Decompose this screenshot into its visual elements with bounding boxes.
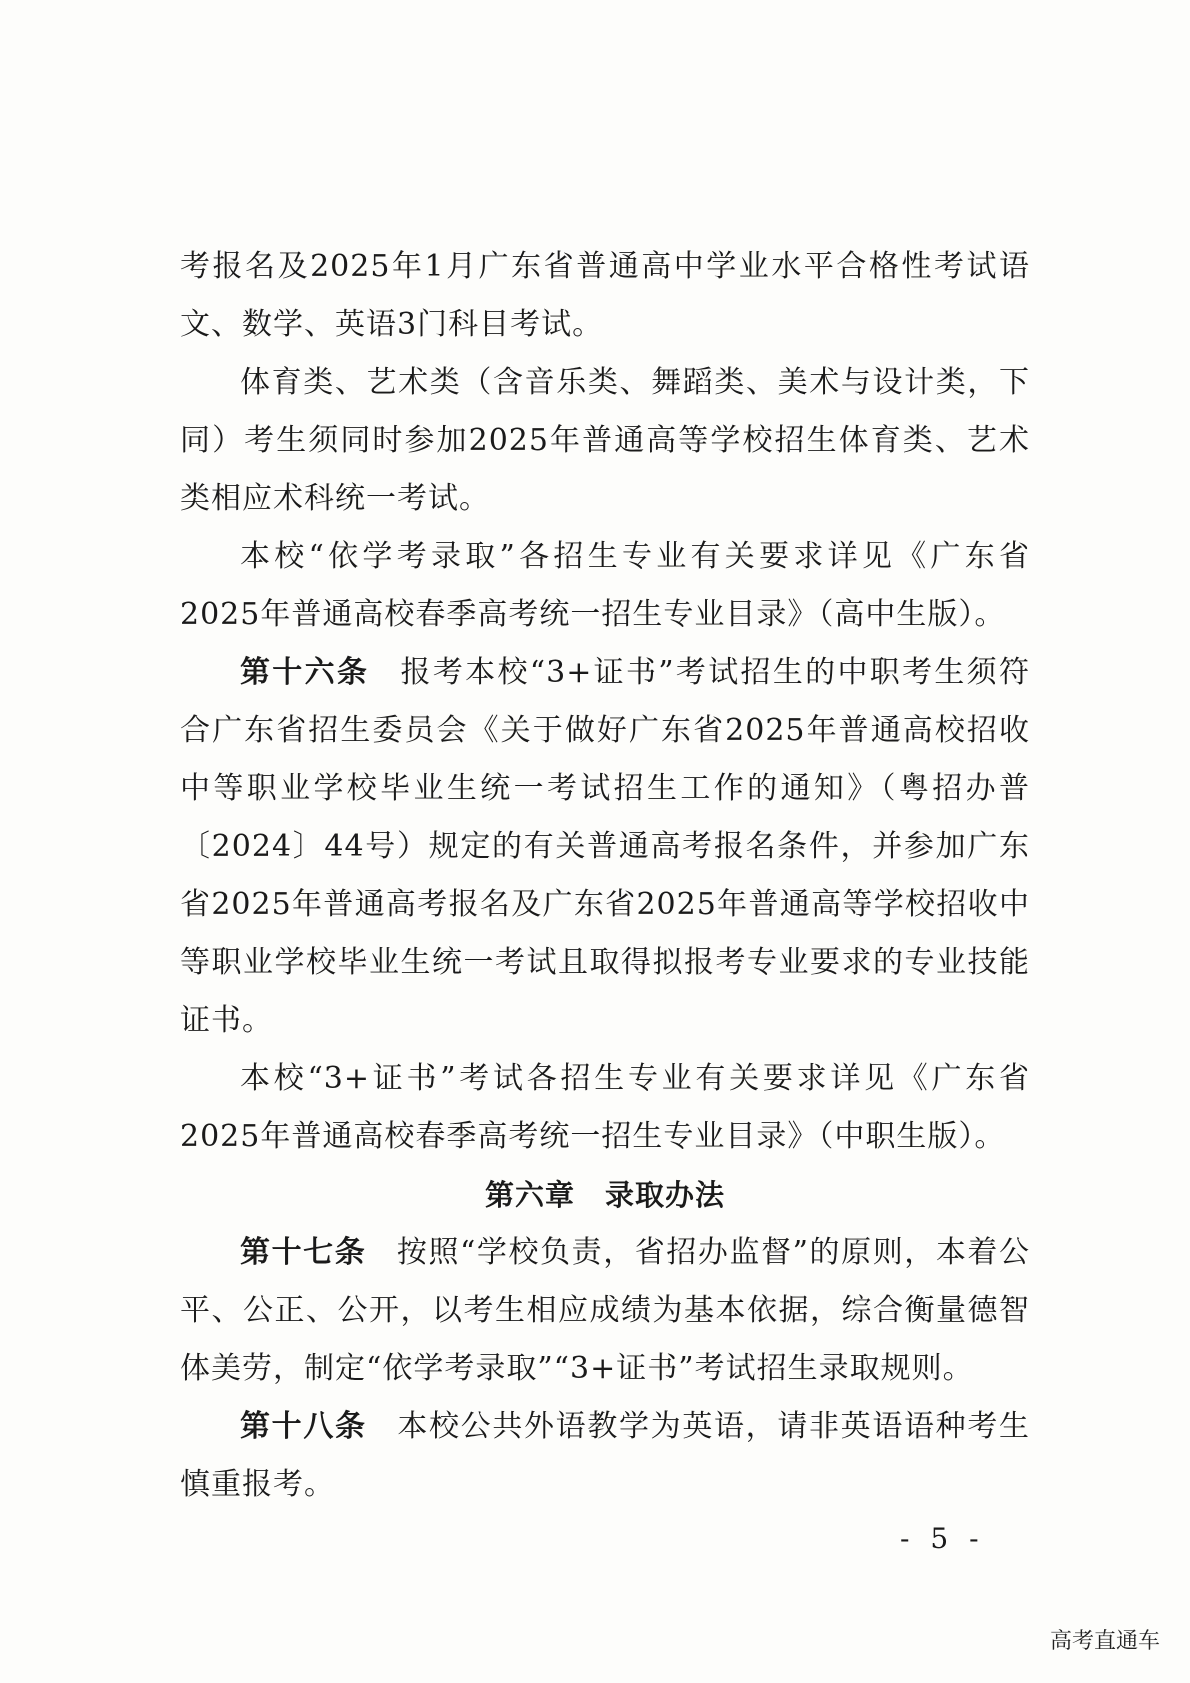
paragraph-academic-admission-catalog: 本校“依学考录取”各招生专业有关要求详见《广东省2025年普通高校春季高考统一招生专业目录》（高中生版）。 <box>180 539 1030 632</box>
page-number: - 5 - <box>900 1522 985 1555</box>
article-18-text: 本校公共外语教学为英语，请非英语语种考生慎重报考。 <box>180 1409 1031 1502</box>
article-17-number: 第十七条 <box>240 1235 367 1270</box>
watermark-text: 高考直通车 <box>1049 1629 1160 1654</box>
paragraph-sports-arts: 体育类、艺术类（含音乐类、舞蹈类、美术与设计类，下同）考生须同时参加2025年普通高等学校招生体育类、艺术类相应术科统一考试。 <box>180 365 1030 516</box>
document-body <box>180 238 1030 1514</box>
paragraph-exam-registration: 考报名及2025年1月广东省普通高中学业水平合格性考试语文、数学、英语3门科目考试。 <box>180 249 1030 342</box>
article-16 <box>180 644 1030 1050</box>
article-17-text: 按照“学校负责，省招办监督”的原则，本着公平、公正、公开，以考生相应成绩为基本依据，综合衡量德智体美劳，制定“依学考录取”“3+证书”考试招生录取规则。 <box>180 1235 1030 1386</box>
paragraph-certificate-catalog: 本校“3+证书”考试各招生专业有关要求详见《广东省2025年普通高校春季高考统一招生专业目录》（中职生版）。 <box>180 1061 1030 1154</box>
article-18-number: 第十八条 <box>240 1409 367 1444</box>
article-16-text: 报考本校“3+证书”考试招生的中职考生须符合广东省招生委员会《关于做好广东省2025年普通高校招收中等职业学校毕业生统一考试招生工作的通知》（粤招办普〔2024〕44号）规定的有关普通高考报名条件，并参加广东省2025年普通高考报名及广东省2025年普通高等学校招收中等职业学校毕业生统一考试且取得拟报考专业要求的专业技能证书。 <box>180 655 1030 1038</box>
article-16-number: 第十六条 <box>240 655 370 690</box>
article-18 <box>180 1398 1030 1514</box>
article-17 <box>180 1224 1030 1398</box>
chapter-title: 第六章 录取办法 <box>484 1178 725 1212</box>
